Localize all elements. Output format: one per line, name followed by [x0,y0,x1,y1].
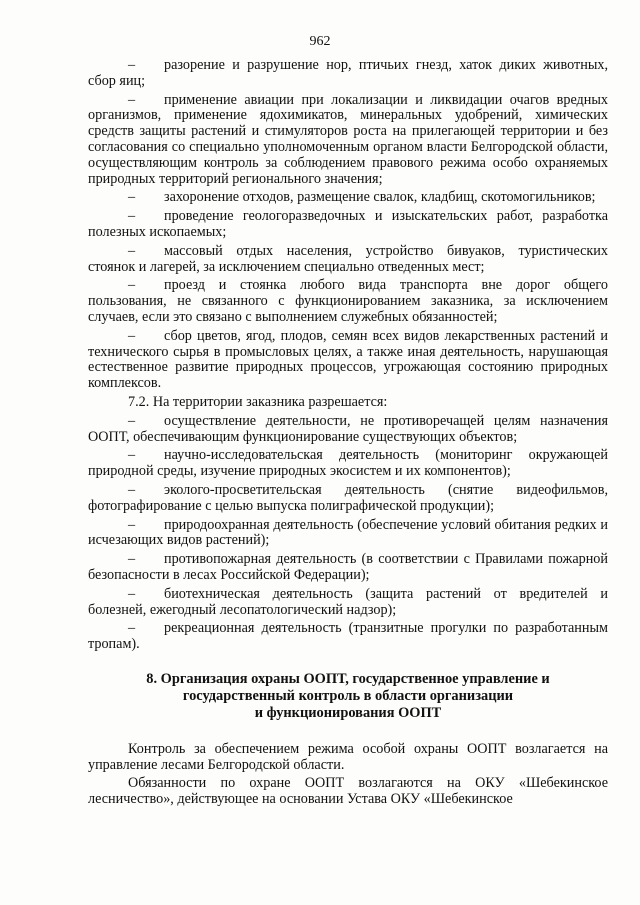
list-item: – применение авиации при локализации и ликвидации очагов вредных организмов, применение ядохимикатов, минеральных удобрений, химических средств защиты растений и стимуляторов роста на прилегающей территории и без согласования со специально уполномоченным органом власти Белгородской области, осуществляющим контроль за соблюдением правового режима особо охраняемых природных территорий регионального значения; [88,91,608,187]
body-paragraph: Обязанности по охране ООПТ возлагаются на ОКУ «Шебекинское лесничество», действующее на основании Устава ОКУ «Шебекинское [88,775,608,808]
dash-marker: – [128,620,136,637]
dash-marker: – [128,277,136,294]
dash-marker: – [128,481,136,498]
section-heading-line: государственный контроль в области организации [182,687,514,704]
dash-marker: – [128,412,136,429]
section-heading [88,671,608,722]
dash-marker: – [128,327,136,344]
list-item: – эколого-просветительская деятельность (снятие видеофильмов, фотографирование с целью выпуска полиграфической продукции); [88,481,608,514]
dash-marker: – [128,516,136,533]
list-item: – захоронение отходов, размещение свалок, кладбищ, скотомогильников; [128,189,596,206]
dash-marker: – [128,208,136,225]
list-item: – сбор цветов, ягод, плодов, семян всех видов лекарственных растений и технического сырья в промысловых целях, а также иная деятельность, нарушающая естественное развитие природных процессов, угрожающая состоянию природных комплексов. [88,327,608,392]
list-item: – проведение геологоразведочных и изыскательских работ, разработка полезных ископаемых; [88,208,608,240]
prohibited-list [88,58,608,392]
list-item: – противопожарная деятельность (в соответствии с Правилами пожарной безопасности в лесах Российской Федерации); [88,551,608,583]
dash-marker: – [128,447,136,464]
allowed-intro: 7.2. На территории заказника разрешается: [128,393,388,410]
dash-marker: – [128,585,136,602]
section-heading-line: 8. Организация охраны ООПТ, государственное управление и [146,670,550,687]
list-item: – природоохранная деятельность (обеспечение условий обитания редких и исчезающих видов растений); [88,516,608,549]
list-item: – осуществление деятельности, не противоречащей целям назначения ООПТ, обеспечивающим функционирование существующих объектов; [88,412,608,445]
list-item: – биотехническая деятельность (защита растений от вредителей и болезней, ежегодный лесопатологический надзор); [88,585,608,618]
list-item: – рекреационная деятельность (транзитные прогулки по разработанным тропам). [88,620,608,653]
dash-marker: – [128,551,136,568]
page-number: 962 [309,34,331,49]
list-item: – научно-исследовательская деятельность (мониторинг окружающей природной среды, изучение природных экосистем и их компонентов); [88,447,608,480]
list-item: – проезд и стоянка любого вида транспорта вне дорог общего пользования, не связанного с функционированием заказника, за исключением случаев, если это связано с выполнением служебных обязанностей; [88,277,608,325]
dash-marker: – [128,91,136,108]
dash-marker: – [128,242,136,259]
list-item: – разорение и разрушение нор, птичьих гнезд, хаток диких животных, сбор яиц; [88,57,608,89]
document-body [88,58,608,811]
list-item: – массовый отдых населения, устройство бивуаков, туристических стоянок и лагерей, за исключением специально отведенных мест; [88,242,608,275]
dash-marker: – [128,57,136,73]
body-paragraph: Контроль за обеспечением режима особой охраны ООПТ возлагается на управление лесами Белгородской области. [88,740,608,773]
section-heading-line: и функционирования ООПТ [254,704,442,721]
dash-marker: – [128,189,136,206]
allowed-list [88,414,608,653]
